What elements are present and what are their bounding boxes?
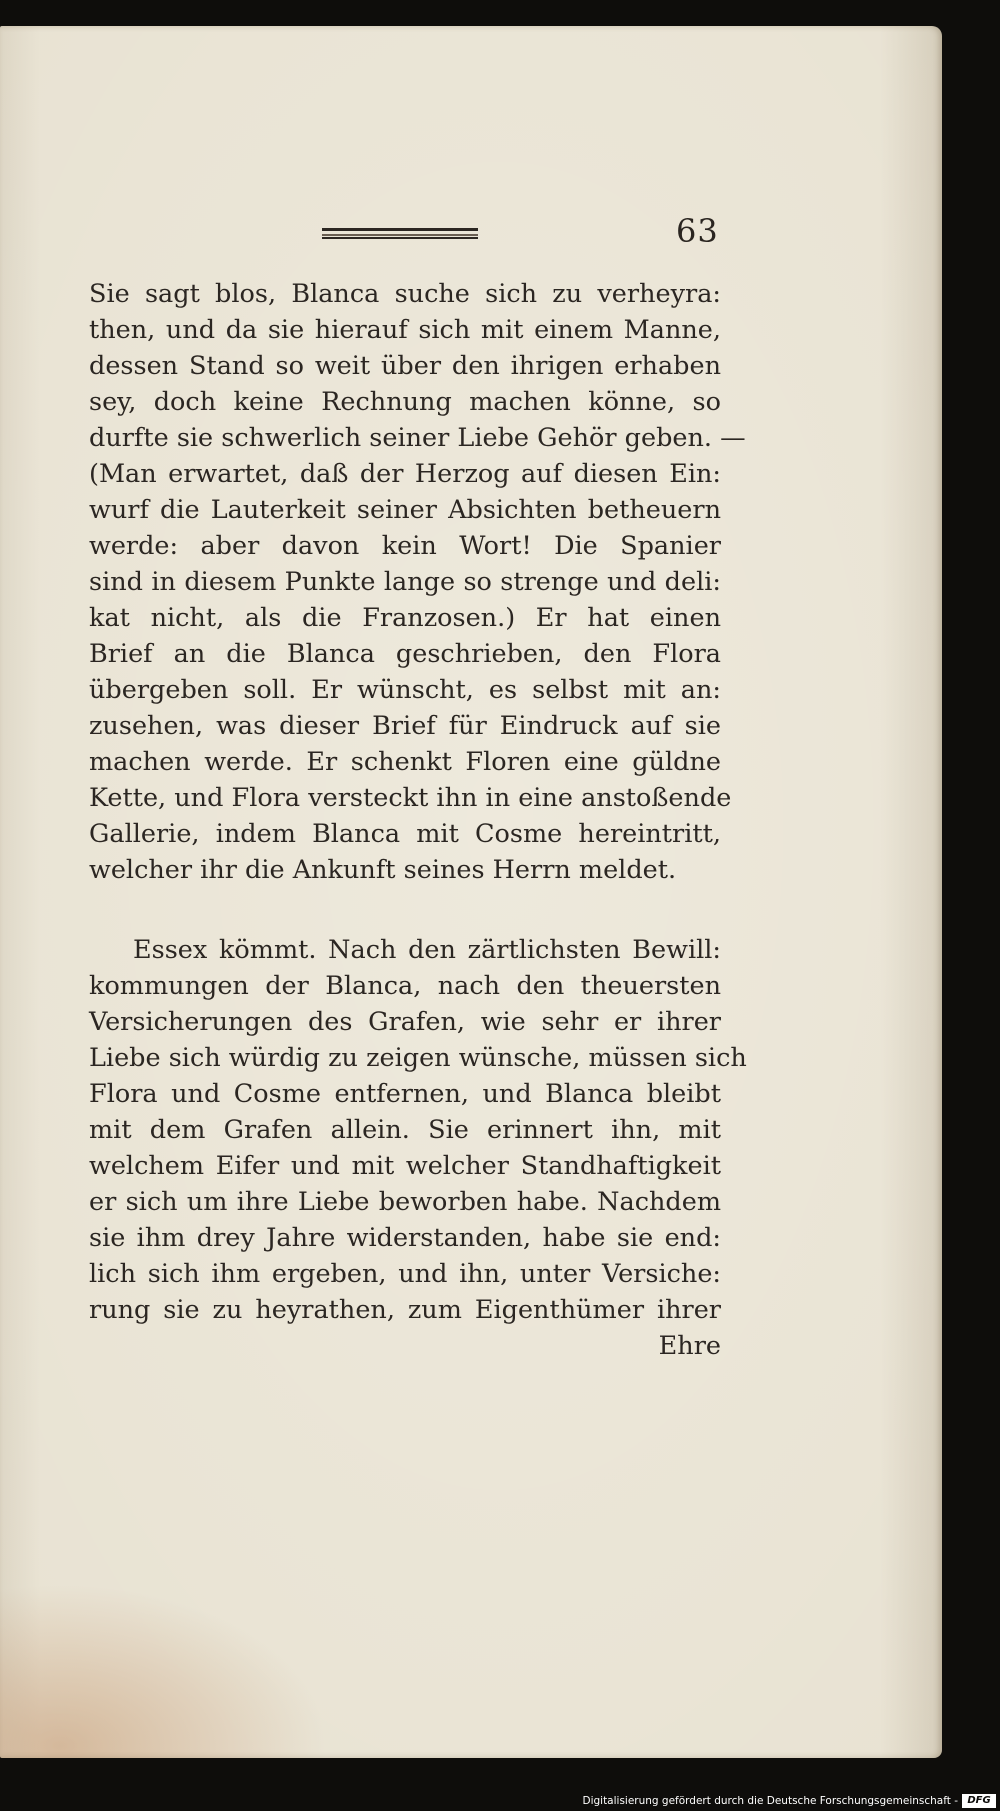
text-line: werde: aber davon kein Wort! Die Spanier [89,531,721,561]
text-line: then, und da sie hierauf sich mit einem Manne, [89,315,721,345]
text-line: Flora und Cosme entfernen, und Blanca bleibt [89,1079,721,1109]
text-line: durfte sie schwerlich seiner Liebe Gehör geben. — [89,423,746,453]
text-line: zusehen, was dieser Brief für Eindruck auf sie [89,711,721,741]
text-line: dessen Stand so weit über den ihrigen erhaben [89,351,721,381]
text-line: sind in diesem Punkte lange so strenge und deli: [89,567,721,597]
text-line: sey, doch keine Rechnung machen könne, so [89,387,721,417]
text-line: sie ihm drey Jahre widerstanden, habe sie end: [89,1223,721,1253]
text-line: Essex kömmt. Nach den zärtlichsten Bewill: [133,935,721,965]
book-page [0,26,942,1758]
text-line: wurf die Lauterkeit seiner Absichten betheuern [89,495,721,525]
text-line: mit dem Grafen allein. Sie erinnert ihn, mit [89,1115,721,1145]
text-line: er sich um ihre Liebe beworben habe. Nachdem [89,1187,721,1217]
text-line: lich sich ihm ergeben, und ihn, unter Versiche: [89,1259,721,1289]
text-line: Brief an die Blanca geschrieben, den Flora [89,639,721,669]
text-line: machen werde. Er schenkt Floren eine güldne [89,747,721,777]
catchword: Ehre [658,1331,721,1361]
header-rule [322,228,478,239]
text-line: Liebe sich würdig zu zeigen wünsche, müssen sich [89,1043,747,1073]
dfg-logo-icon: DFG [962,1794,996,1808]
text-line: übergeben soll. Er wünscht, es selbst mit an: [89,675,721,705]
footer-credit: Digitalisierung gefördert durch die Deutsche Forschungsgemeinschaft - [582,1795,958,1807]
text-line: welchem Eifer und mit welcher Standhaftigkeit [89,1151,721,1181]
text-line: Kette, und Flora versteckt ihn in eine anstoßende [89,783,732,813]
page-number: 63 [676,212,719,250]
text-line: Gallerie, indem Blanca mit Cosme hereintritt, [89,819,721,849]
text-line: Sie sagt blos, Blanca suche sich zu verheyra: [89,279,721,309]
text-line: Versicherungen des Grafen, wie sehr er ihrer [89,1007,721,1037]
text-line: kommungen der Blanca, nach den theuersten [89,971,721,1001]
text-line: welcher ihr die Ankunft seines Herrn meldet. [89,855,677,885]
text-line: kat nicht, als die Franzosen.) Er hat einen [89,603,721,633]
text-line: (Man erwartet, daß der Herzog auf diesen Ein: [89,459,721,489]
text-line: rung sie zu heyrathen, zum Eigenthümer ihrer [89,1295,721,1325]
footer-bar [0,1792,1000,1811]
